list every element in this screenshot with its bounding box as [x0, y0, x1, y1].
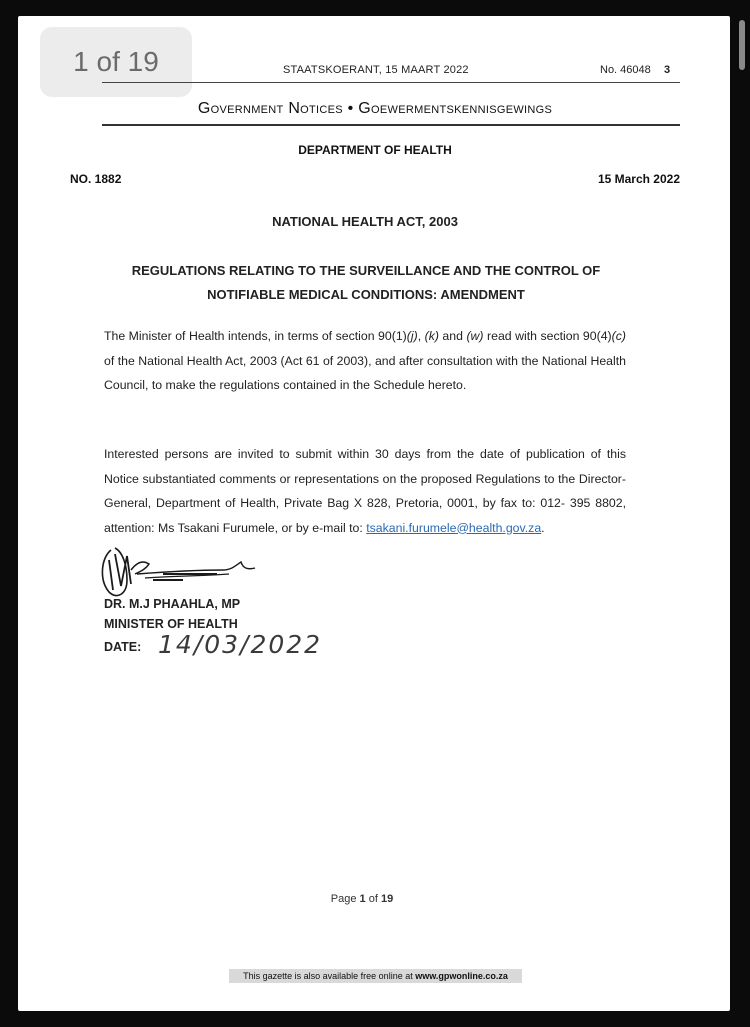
p1-j: (j)	[406, 329, 418, 343]
p1-text-a: The Minister of Health intends, in terms of section 90(1)	[104, 329, 407, 343]
footer-page-total: 19	[380, 893, 394, 905]
p1-text-c: of the National Health Act, 2003 (Act 61 of 2003), and after consultation with the National Health Council, to make the regulations contained in the Schedule hereto.	[104, 353, 626, 392]
header-rule	[102, 82, 680, 83]
notice-date: 15 March 2022	[597, 172, 680, 186]
notice-number: NO. 1882	[70, 172, 122, 186]
signatory-date-label: DATE:	[104, 640, 142, 654]
gazette-number: No. 46048	[600, 64, 651, 76]
footer-page-prefix: Page	[330, 893, 360, 905]
signatory-title: MINISTER OF HEALTH	[104, 617, 238, 631]
p1-text-b: read with section 90(4)	[483, 329, 612, 343]
gazette-page: 3	[664, 64, 671, 76]
handwritten-date: 14/03/2022	[158, 630, 323, 659]
page-footer	[0, 893, 724, 905]
scrollbar-thumb[interactable]	[739, 20, 745, 70]
section-heading: Government Notices • Goewermentskennisgewings	[197, 100, 553, 117]
signatory-name: DR. M.J PHAAHLA, MP	[104, 597, 241, 611]
page-indicator	[40, 27, 192, 97]
gazette-issue: STAATSKOERANT, 15 MAART 2022	[283, 64, 469, 76]
regulation-title-line1: REGULATIONS RELATING TO THE SURVEILLANCE AND THE CONTROL OF	[131, 263, 601, 278]
gazette-text: This gazette is also available free online at	[243, 971, 416, 981]
gazette-url[interactable]: www.gpwonline.co.za	[415, 971, 508, 981]
email-link[interactable]: tsakani.furumele@health.gov.za	[366, 520, 542, 535]
viewer-edge	[733, 16, 750, 1011]
p1-sep2: and	[438, 329, 467, 343]
p2-end: .	[541, 520, 545, 535]
department-title: DEPARTMENT OF HEALTH	[298, 143, 452, 157]
p1-w: (w)	[466, 329, 484, 343]
footer-page-mid: of	[365, 893, 381, 905]
p1-sep1: ,	[417, 329, 425, 343]
footer-page-num: 1	[359, 893, 366, 905]
act-title: NATIONAL HEALTH ACT, 2003	[272, 214, 458, 229]
paragraph-intent	[104, 324, 626, 398]
gazette-banner	[229, 969, 522, 983]
section-rule	[102, 124, 680, 126]
p2-text: Interested persons are invited to submit within 30 days from the date of publication of this Notice substantiated comments or representations on the proposed Regulations to the Director-General, Department of Health, Private Bag X 828, Pretoria, 0001, by fax to: 012- 395 8802, attention: Ms Tsakani Furumele, or by e-mail to:	[104, 447, 626, 535]
regulation-title-line2: NOTIFIABLE MEDICAL CONDITIONS: AMENDMENT	[207, 287, 525, 302]
p1-c: (c)	[611, 329, 626, 343]
p1-k: (k)	[424, 329, 439, 343]
paragraph-comments	[104, 442, 626, 540]
page-indicator-label: 1 of 19	[73, 46, 159, 77]
regulation-title	[100, 259, 632, 307]
